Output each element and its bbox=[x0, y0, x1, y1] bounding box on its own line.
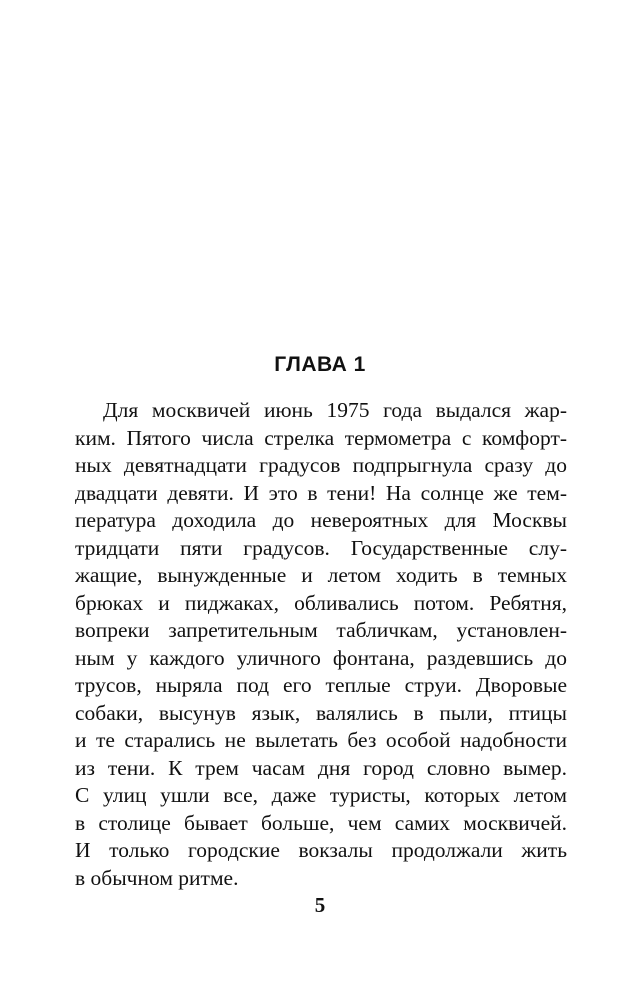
text-line: в столице бывает больше, чем самих москвичей. bbox=[75, 810, 567, 835]
text-line: С улиц ушли все, даже туристы, которых летом bbox=[75, 783, 567, 807]
text-line: тридцати пяти градусов. Государственные слу- bbox=[75, 535, 567, 560]
chapter-body-paragraph bbox=[75, 397, 567, 892]
page-number: 5 bbox=[314, 893, 326, 917]
text-line: двадцати девяти. И это в тени! На солнце же тем- bbox=[75, 480, 567, 505]
text-line: трусов, ныряла под его теплые струи. Дворовые bbox=[75, 673, 567, 697]
text-line: жащие, вынужденные и летом ходить в темных bbox=[75, 563, 567, 587]
text-line: ким. Пятого числа стрелка термометра с комфорт- bbox=[75, 425, 567, 450]
text-line: ным у каждого уличного фонтана, раздевшись до bbox=[75, 645, 567, 670]
text-line: пература доходила до невероятных для Москвы bbox=[75, 508, 567, 532]
text-line: И только городские вокзалы продолжали жить bbox=[75, 838, 567, 862]
text-line: Для москвичей июнь 1975 года выдался жар- bbox=[103, 398, 567, 422]
text-line: в обычном ритме. bbox=[75, 865, 239, 890]
text-line: брюках и пиджаках, обливались потом. Ребятня, bbox=[75, 590, 567, 615]
text-line: ных девятнадцати градусов подпрыгнула сразу до bbox=[75, 453, 567, 477]
text-line: собаки, высунув язык, валялись в пыли, птицы bbox=[75, 700, 567, 725]
text-line: из тени. К трем часам дня город словно вымер. bbox=[75, 755, 567, 780]
chapter-title: ГЛАВА 1 bbox=[274, 353, 366, 376]
text-line: вопреки запретительным табличкам, установлен- bbox=[75, 618, 567, 642]
text-line: и те старались не вылетать без особой надобности bbox=[75, 728, 567, 752]
